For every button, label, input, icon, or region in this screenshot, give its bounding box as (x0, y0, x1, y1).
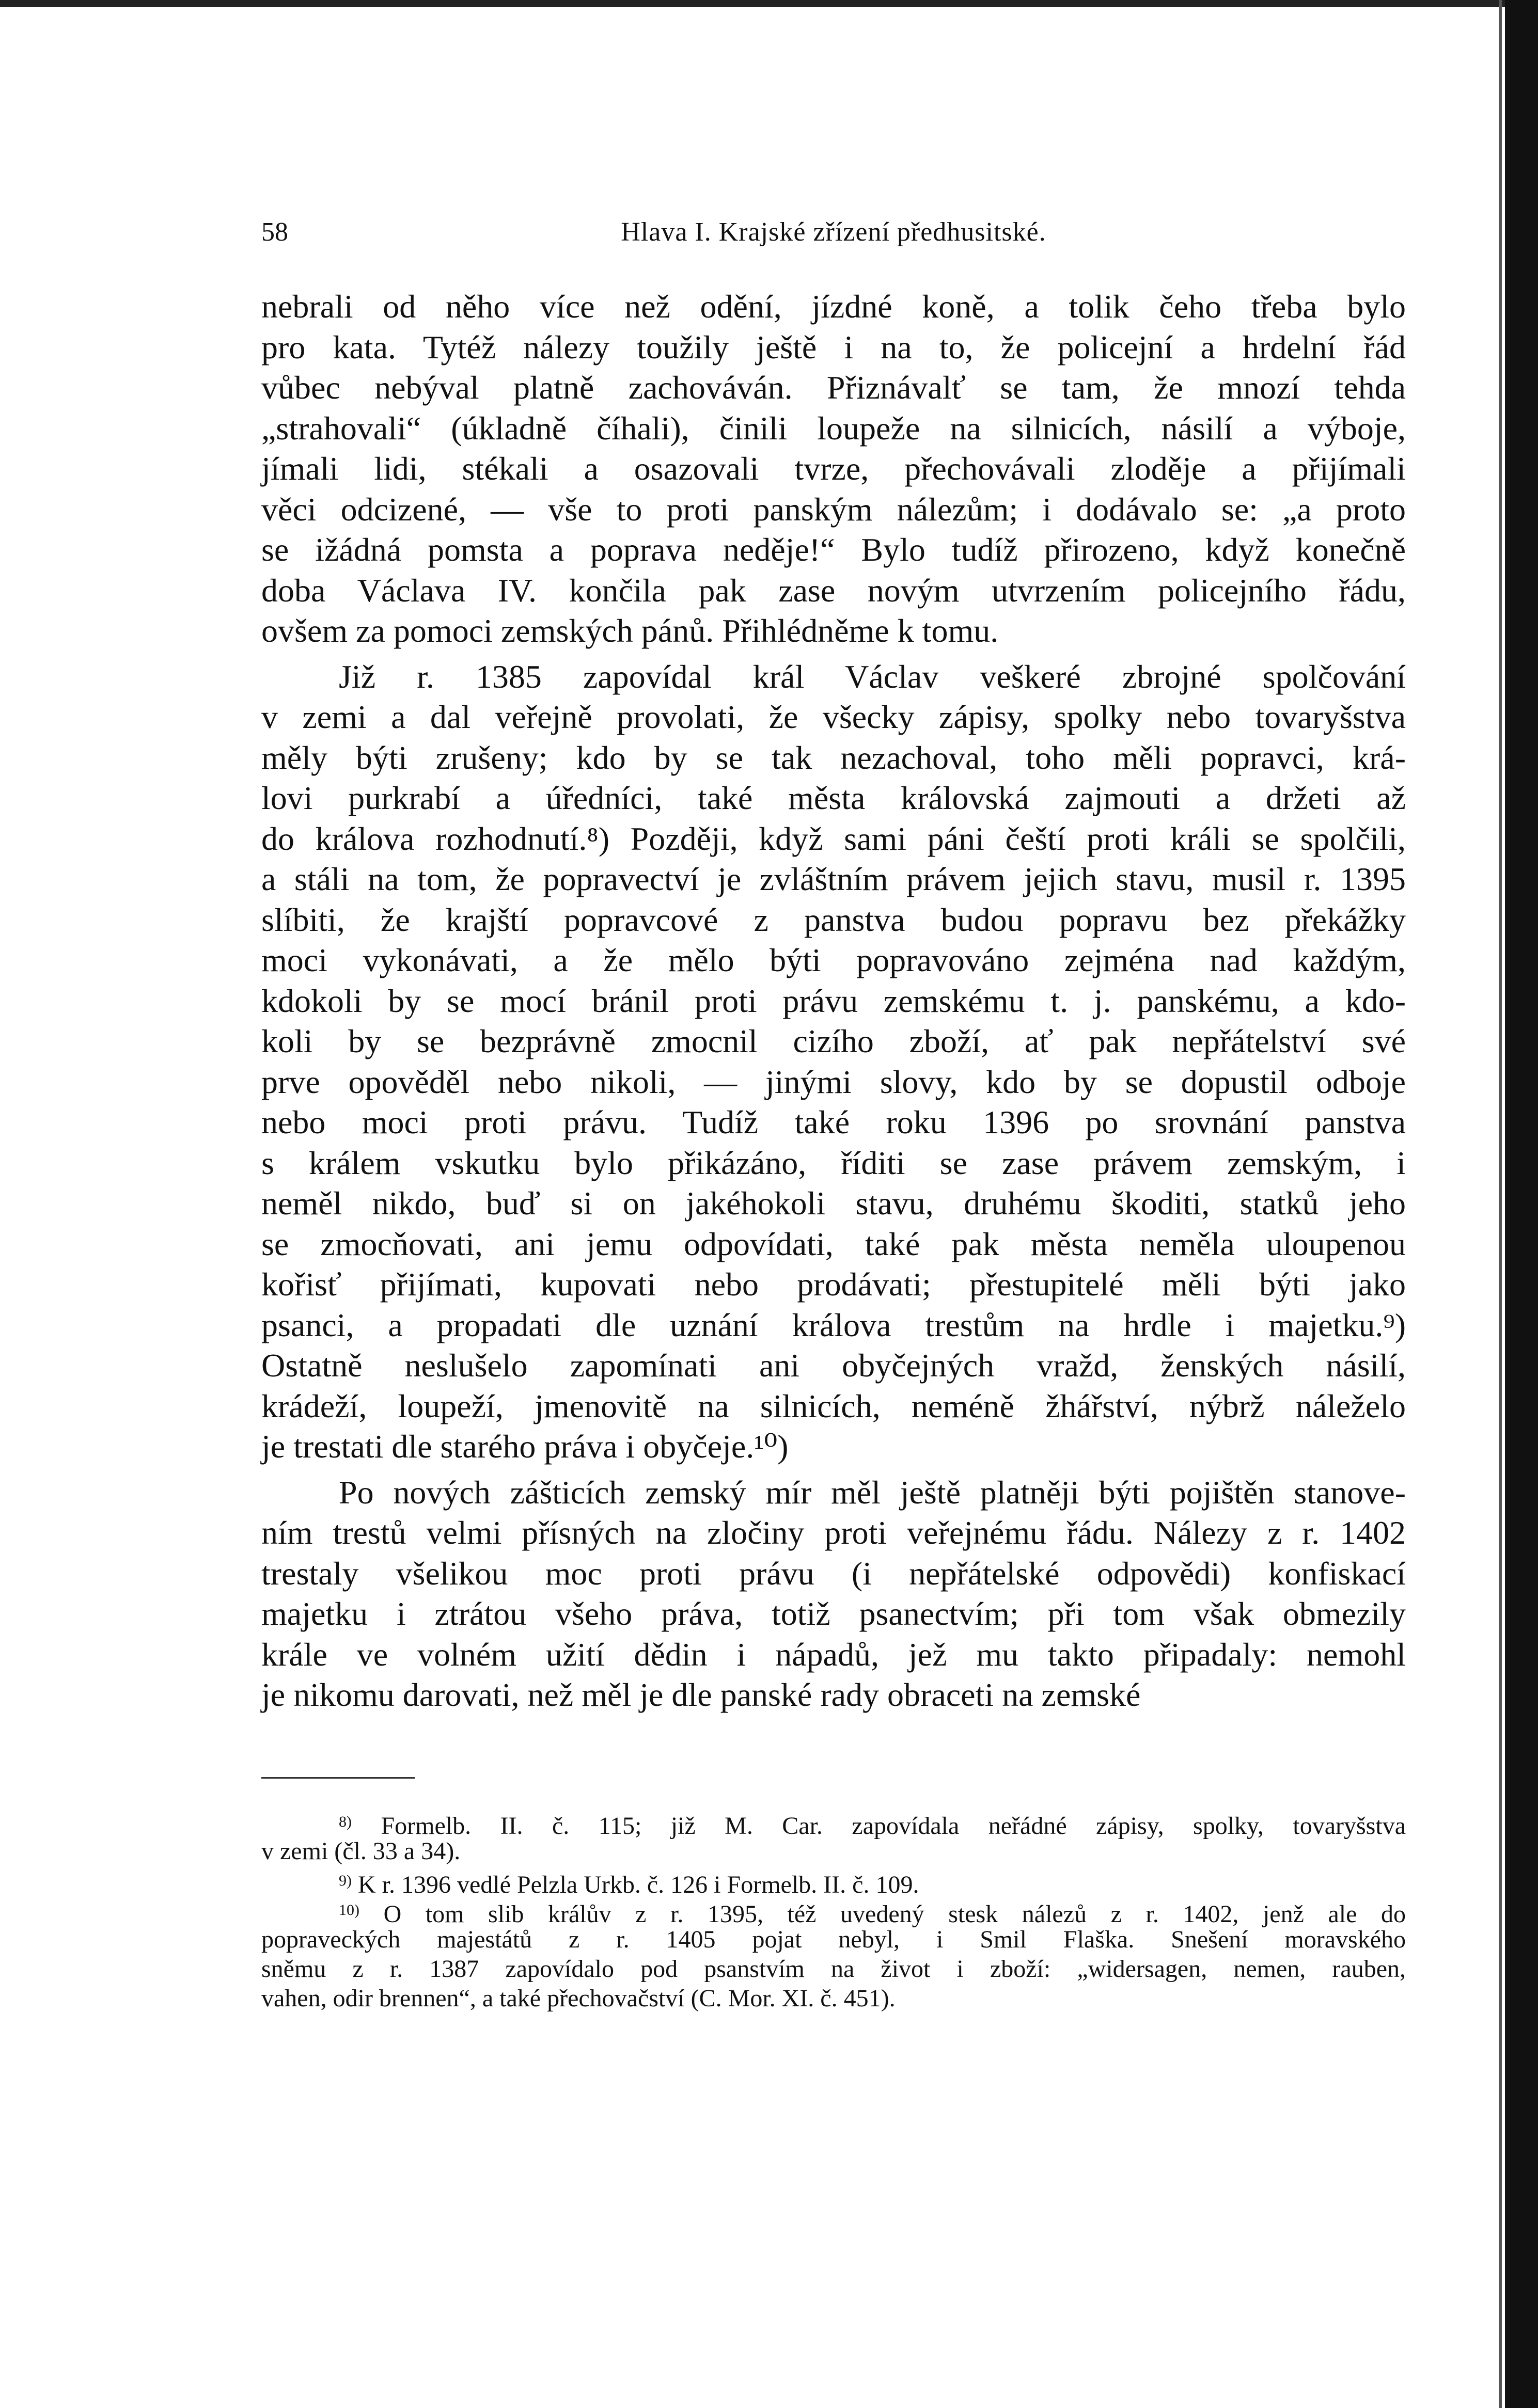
text-line: slíbiti, že krajští popravcové z panstva budou popravu bez překážky (261, 901, 1406, 938)
text-line: věci odcizené, — vše to proti panským nálezům; i dodávalo se: „a proto (261, 490, 1406, 528)
page-number: 58 (261, 217, 288, 247)
text-line: majetku i ztrátou všeho práva, totiž psanectvím; při tom však obmezily (261, 1595, 1406, 1632)
text-line: lovi purkrabí a úředníci, také města královská zajmouti a držeti až (261, 780, 1406, 816)
scan-edge-shadow (1499, 0, 1502, 2408)
paragraph (261, 287, 1406, 652)
text-line: s králem vskutku bylo přikázáno, říditi se zase právem zemským, i (261, 1144, 1406, 1181)
text-line: měly býti zrušeny; kdo by se tak nezachoval, toho měli popravci, krá- (261, 739, 1406, 776)
text-line: se zmocňovati, ani jemu odpovídati, také pak města neměla uloupenou (261, 1225, 1406, 1262)
text-line: doba Václava IV. končila pak zase novým utvrzením policejního řádu, (261, 572, 1406, 609)
text-line: nebrali od něho více než odění, jízdné koně, a tolik čeho třeba bylo (261, 288, 1406, 325)
footnotes (261, 1807, 1406, 2013)
text-line: trestaly všelikou moc proti právu (i nepřátelské odpovědi) konfiskací (261, 1555, 1406, 1592)
footnote-text: K r. 1396 vedlé Pelzla Urkb. č. 126 i Formelb. II. č. 109. (358, 1871, 919, 1898)
body-text (261, 287, 1406, 1716)
text-line: Již r. 1385 zapovídal král Václav veškeré zbrojné spolčování (339, 658, 1406, 695)
text-line: „strahovali“ (úkladně číhali), činili loupeže na silnicích, násilí a výboje, (261, 409, 1406, 447)
scan-edge-top (0, 0, 1538, 7)
footnote-label: 9) (339, 1872, 352, 1889)
running-title: Hlava I. Krajské zřízení předhusitské. (621, 217, 1046, 247)
text-line: kdokoli by se mocí bránil proti právu zemskému t. j. panskému, a kdo- (261, 982, 1406, 1019)
footnote-line (261, 1866, 1406, 1898)
footnote-line: vahen, odir brennen“, a také přechovačství (C. Mor. XI. č. 451). (261, 1985, 896, 2012)
text-line: jímali lidi, stékali a osazovali tvrze, přechovávali zloděje a přijímali (261, 450, 1406, 487)
text-line: je trestati dle starého práva i obyčeje.¹⁰) (261, 1428, 789, 1465)
footnote (261, 1866, 1406, 1898)
footnote (261, 1807, 1406, 1866)
text-line: nebo moci proti právu. Tudíž také roku 1396 po srovnání panstva (261, 1104, 1406, 1140)
footnote-text: Formelb. II. č. 115; již M. Car. zapovídala neřádné zápisy, spolky, tovaryšstva (381, 1812, 1406, 1840)
text-line: vůbec nebýval platně zachováván. Přiznávalť se tam, že mnozí tehda (261, 369, 1406, 406)
text-line: Po nových zášticích zemský mír měl ještě platněji býti pojištěn stanove- (339, 1474, 1406, 1511)
footnote-label: 10) (339, 1902, 359, 1919)
paragraph (261, 657, 1406, 1467)
text-line: pro kata. Tytéž nálezy toužily ještě i na to, že policejní a hrdelní řád (261, 328, 1406, 366)
footnote-line (261, 1895, 1406, 1928)
text-line: se ižádná pomsta a poprava neděje!“ Bylo tudíž přirozeno, když konečně (261, 531, 1406, 568)
text-line: v zemi a dal veřejně provolati, že všecky zápisy, spolky nebo tovaryšstva (261, 699, 1406, 735)
paragraph (261, 1472, 1406, 1716)
footnote (261, 1895, 1406, 2013)
text-line: moci vykonávati, a že mělo býti popravováno zejména nad každým, (261, 942, 1406, 978)
text-line: neměl nikdo, buď si on jakéhokoli stavu, druhému škoditi, statků jeho (261, 1185, 1406, 1222)
text-line: krádeží, loupeží, jmenovitě na silnicích, neméně žhářství, nýbrž náleželo (261, 1387, 1406, 1424)
footnote-text: O tom slib králův z r. 1395, též uvedený stesk nálezů z r. 1402, jenž ale do (383, 1900, 1406, 1928)
text-line: ovšem za pomoci zemských pánů. Přihlédněme k tomu. (261, 612, 999, 649)
footnote-line: popraveckých majestátů z r. 1405 pojat nebyl, i Smil Flaška. Snešení moravského (261, 1926, 1406, 1953)
text-line: psanci, a propadati dle uznání králova trestům na hrdle i majetku.⁹) (261, 1306, 1406, 1343)
text-line: kořisť přijímati, kupovati nebo prodávati; přestupitelé měli býti jako (261, 1266, 1406, 1303)
text-line: a stáli na tom, že popravectví je zvláštním právem jejich stavu, musil r. 1395 (261, 861, 1406, 897)
text-line: Ostatně neslušelo zapomínati ani obyčejných vražd, ženských násilí, (261, 1347, 1406, 1384)
text-line: prve opověděl nebo nikoli, — jinými slovy, kdo by se dopustil odboje (261, 1063, 1406, 1100)
footnote-label: 8) (339, 1813, 352, 1830)
text-line: koli by se bezprávně zmocnil cizího zboží, ať pak nepřátelství své (261, 1023, 1406, 1059)
footnote-rule (261, 1777, 415, 1779)
page-header (261, 217, 1406, 253)
footnote-line: sněmu z r. 1387 zapovídalo pod psanstvím na život i zboží: „widersagen, nemen, rauben, (261, 1955, 1406, 1983)
footnote-line (261, 1807, 1406, 1840)
text-line: krále ve volném užití dědin i nápadů, jež mu takto připadaly: nemohl (261, 1636, 1406, 1673)
text-line: ním trestů velmi přísných na zločiny proti veřejnému řádu. Nálezy z r. 1402 (261, 1514, 1406, 1551)
footnote-line: v zemi (čl. 33 a 34). (261, 1837, 461, 1865)
scan-edge-right (1505, 0, 1538, 2408)
text-line: do králova rozhodnutí.⁸) Později, když sami páni čeští proti králi se spolčili, (261, 820, 1406, 857)
text-line: je nikomu darovati, než měl je dle panské rady obraceti na zemské (261, 1676, 1141, 1713)
